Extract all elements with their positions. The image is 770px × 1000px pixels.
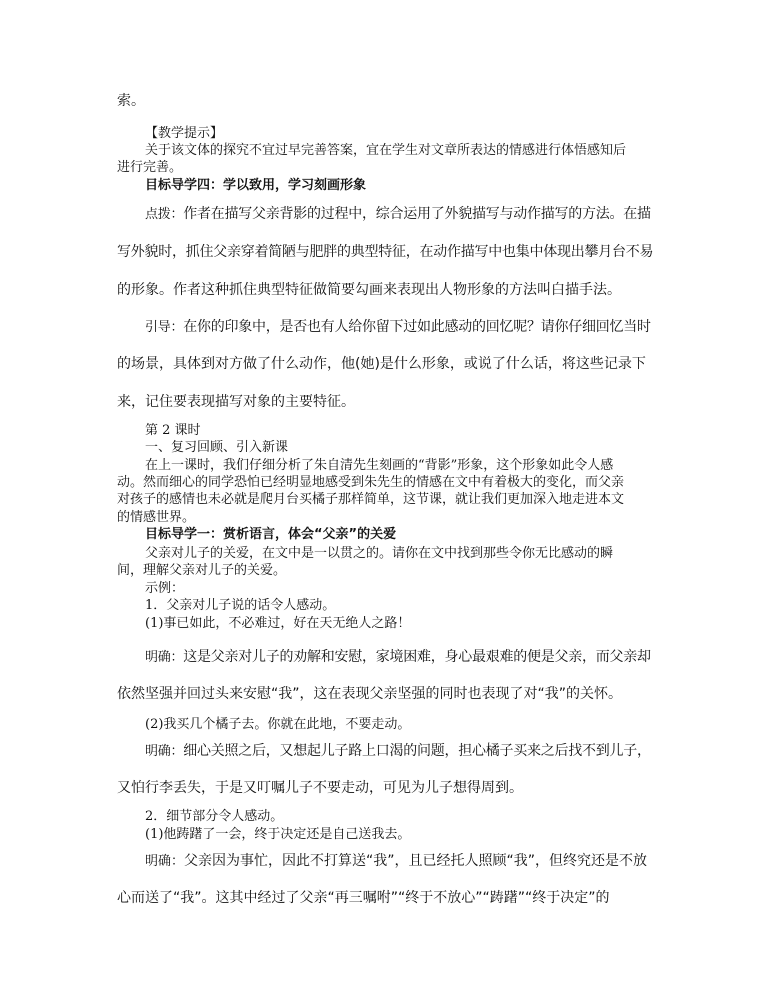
section-heading: 一、复习回顾、引入新课 bbox=[145, 440, 289, 455]
text-line: 父亲对儿子的关爱，在文中是一以贯之的。请你在文中找到那些令你无比感动的瞬 bbox=[145, 546, 614, 561]
text-line: 的情感世界。 bbox=[117, 510, 196, 525]
text-line: 2．细节部分令人感动。 bbox=[145, 809, 284, 824]
label-yindao: 引导： bbox=[145, 320, 184, 335]
label-mingque: 明确： bbox=[145, 744, 184, 759]
text-line: (1)他踌躇了一会，终于决定还是自己送我去。 bbox=[145, 827, 411, 842]
section-heading: 目标导学一：赏析语言，体会“父亲”的关爱 bbox=[145, 527, 397, 542]
text-line: 来，记住要表现描写对象的主要特征。 bbox=[117, 394, 355, 410]
paragraph-line bbox=[145, 743, 657, 760]
text-line: 依然坚强并回过头来安慰“我”，这在表现父亲坚强的同时也表现了对“我”的关怀。 bbox=[117, 686, 623, 702]
text-segment: 父亲因为事忙，因此不打算送“我”，且已经托人照顾“我”，但终究还是不放 bbox=[184, 853, 648, 869]
text-line: 心而送了“我”。这其中经过了父亲“再三嘱咐”“终于不放心”“踌躇”“终于决定”的 bbox=[117, 890, 610, 906]
text-line: (2)我买几个橘子去。你就在此地，不要走动。 bbox=[145, 717, 411, 732]
text-line: 对孩子的感情也未必就是爬月台买橘子那样简单，这节课，就让我们更加深入地走进本文 bbox=[117, 492, 625, 507]
section-heading: 目标导学四：学以致用，学习刻画形象 bbox=[145, 178, 367, 193]
text-segment: 在你的印象中，是否也有人给你留下过如此感动的回忆呢？请你仔细回忆当时 bbox=[183, 319, 651, 335]
text-line: 动。然而细心的同学恐怕已经明显地感受到朱先生的情感在文中有着极大的变化，而父亲 bbox=[117, 475, 625, 490]
paragraph-line bbox=[145, 206, 657, 223]
text-line: 的形象。作者这种抓住典型特征做简要勾画来表现出人物形象的方法叫白描手法。 bbox=[117, 282, 621, 298]
text-segment: 这是父亲对儿子的劝解和安慰，家境困难，身心最艰难的便是父亲，而父亲却 bbox=[183, 649, 651, 665]
text-segment: 作者在描写父亲背影的过程中，综合运用了外貌描写与动作描写的方法。在描 bbox=[183, 206, 651, 222]
paragraph-line bbox=[145, 649, 657, 666]
text-line: 间，理解父亲对儿子的关爱。 bbox=[117, 563, 287, 578]
text-line: 写外貌时，抓住父亲穿着简陋与肥胖的典型特征，在动作描写中也集中体现出攀月台不易 bbox=[117, 244, 654, 260]
label-mingque: 明确： bbox=[145, 650, 184, 665]
text-line: 进行完善。 bbox=[117, 160, 183, 175]
text-line: 示例： bbox=[145, 581, 185, 596]
text-line: 1．父亲对儿子说的话令人感动。 bbox=[145, 598, 336, 613]
paragraph-line bbox=[145, 319, 657, 336]
text-segment: 细心关照之后，又想起儿子路上口渴的问题，担心橘子买来之后找不到儿子， bbox=[183, 743, 651, 759]
text-line: 的场景，具体到对方做了什么动作，他(她)是什么形象，或说了什么话，将这些记录下 bbox=[117, 356, 646, 372]
lesson-heading: 第 2 课时 bbox=[145, 423, 201, 438]
label-mingque: 明确： bbox=[145, 854, 185, 869]
text-line: 索。 bbox=[117, 93, 145, 109]
label-dianbo: 点拨： bbox=[145, 207, 184, 222]
text-line: 在上一课时，我们仔细分析了朱自清先生刻画的“背影”形象，这个形象如此令人感 bbox=[145, 458, 614, 473]
teaching-tip-heading: 【教学提示】 bbox=[145, 126, 224, 141]
text-line: 又怕行李丢失，于是又叮嘱儿子不要走动，可见为儿子想得周到。 bbox=[117, 780, 523, 796]
text-line: 关于该文体的探究不宜过早完善答案，宜在学生对文章所表达的情感进行体悟感知后 bbox=[145, 143, 627, 158]
text-line: (1)事已如此，不必难过，好在天无绝人之路！ bbox=[145, 616, 411, 631]
paragraph-line bbox=[145, 853, 657, 870]
